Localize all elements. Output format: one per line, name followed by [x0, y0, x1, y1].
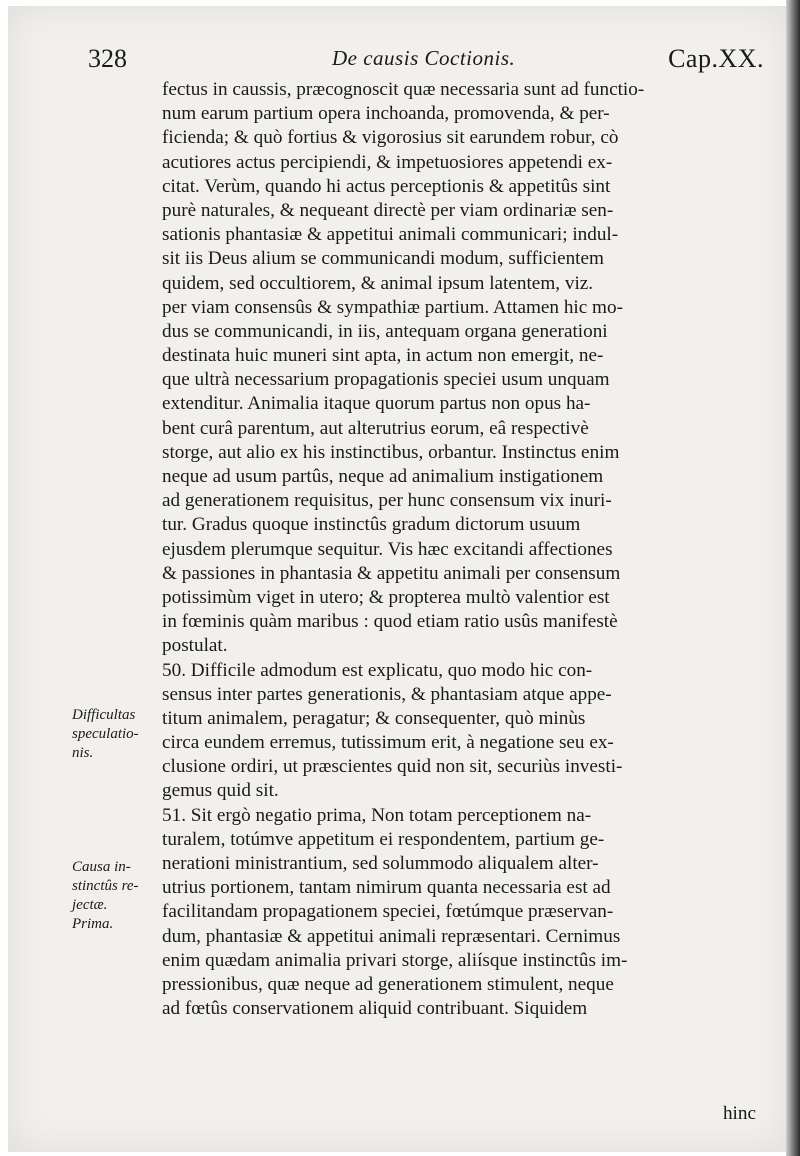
- text-line: gemus quid sit.: [162, 780, 279, 802]
- text-line: potissimùm viget in utero; & propterea multò valentior est: [162, 586, 610, 608]
- text-line: bent curâ parentum, aut alterutrius eorum, eâ respectivè: [162, 417, 589, 439]
- text-line: quidem, sed occultiorem, & animal ipsum latentem, viz.: [162, 272, 594, 294]
- margin-note-line: stinctûs re-: [72, 878, 139, 894]
- margin-note-line: speculatio-: [72, 726, 139, 742]
- text-line: facilitandam propagationem speciei, fœtúmque præservan-: [162, 901, 614, 923]
- margin-note-line: Causa in-: [72, 859, 131, 875]
- text-line: purè naturales, & nequeant directè per viam ordinariæ sen-: [162, 199, 614, 221]
- text-line: sationis phantasiæ & appetitui animali communicari; indul-: [162, 224, 619, 246]
- margin-note-line: Difficultas: [72, 707, 136, 723]
- text-line: citat. Verùm, quando hi actus perceptionis & appetitûs sint: [162, 175, 611, 197]
- text-line: 51. Sit ergò negatio prima, Non totam perceptionem na-: [162, 804, 592, 826]
- text-line: sensus inter partes generationis, & phantasiam atque appe-: [162, 683, 612, 705]
- text-line: ejusdem plerumque sequitur. Vis hæc excitandi affectiones: [162, 538, 613, 560]
- text-line: destinata huic muneri sint apta, in actum non emergit, ne-: [162, 345, 604, 367]
- page-number: 328: [88, 44, 127, 73]
- text-line: pressionibus, quæ neque ad generationem stimulent, neque: [162, 973, 614, 995]
- text-line: dus se communicandi, in iis, antequam organa generationi: [162, 320, 608, 342]
- margin-note-line: Prima.: [72, 916, 114, 932]
- text-line: tur. Gradus quoque instinctûs gradum dictorum usuum: [162, 514, 581, 536]
- text-line: utrius portionem, tantam nimirum quanta necessaria est ad: [162, 877, 611, 899]
- text-line: num earum partium opera inchoanda, promovenda, & per-: [162, 103, 610, 125]
- margin-note-line: jectæ.: [72, 897, 108, 913]
- page-edge-shadow: [786, 0, 800, 1156]
- text-line: ficienda; & quò fortius & vigorosius sit earundem robur, cò: [162, 127, 619, 149]
- text-line: postulat.: [162, 635, 228, 657]
- margin-note-causa: [72, 858, 162, 934]
- margin-note-line: nis.: [72, 745, 94, 761]
- text-line: enim quædam animalia privari storge, aliísque instinctûs im-: [162, 949, 628, 971]
- margin-note-difficultas: [72, 706, 162, 763]
- text-line: acutiores actus percipiendi, & impetuosiores appetendi ex-: [162, 151, 613, 173]
- text-line: ad fœtûs conservationem aliquid contribuant. Siquidem: [162, 998, 588, 1020]
- text-line: clusione ordiri, ut præscientes quid non sit, securiùs investi-: [162, 756, 623, 778]
- text-line: per viam consensûs & sympathiæ partium. Attamen hic mo-: [162, 296, 623, 318]
- body-text: [162, 78, 762, 1021]
- text-line: que ultrà necessarium propagationis speciei usum unquam: [162, 369, 610, 391]
- text-line: circa eundem erremus, tutissimum erit, à negatione seu ex-: [162, 732, 614, 754]
- text-line: sit iis Deus alium se communicandi modum, sufficientem: [162, 248, 604, 270]
- text-line: turalem, totúmve appetitum ei respondentem, partium ge-: [162, 828, 605, 850]
- text-line: nerationi ministrantium, sed solummodo aliqualem alter-: [162, 853, 599, 874]
- text-line: dum, phantasiæ & appetitui animali repræsentari. Cernimus: [162, 925, 621, 947]
- catchword: hinc: [722, 1103, 756, 1124]
- text-line: storge, aut alio ex his instinctibus, orbantur. Instinctus enim: [162, 441, 620, 463]
- text-line: fectus in caussis, præcognoscit quæ necessaria sunt ad functio-: [162, 79, 645, 100]
- text-line: neque ad usum partûs, neque ad animalium instigationem: [162, 466, 604, 487]
- text-line: ad generationem requisitus, per hunc consensum vix inuri-: [162, 490, 612, 512]
- text-line: & passiones in phantasia & appetitu animali per consensum: [162, 562, 621, 584]
- text-line: extenditur. Animalia itaque quorum partus non opus ha-: [162, 393, 591, 415]
- running-title: De causis Coctionis.: [332, 46, 516, 70]
- text-line: 50. Difficile admodum est explicatu, quo modo hic con-: [162, 659, 593, 681]
- chapter-label: Cap.XX.: [668, 44, 764, 73]
- text-line: in fœminis quàm maribus : quod etiam ratio usûs manifestè: [162, 611, 618, 633]
- text-line: titum animalem, peragatur; & consequenter, quò minùs: [162, 707, 586, 729]
